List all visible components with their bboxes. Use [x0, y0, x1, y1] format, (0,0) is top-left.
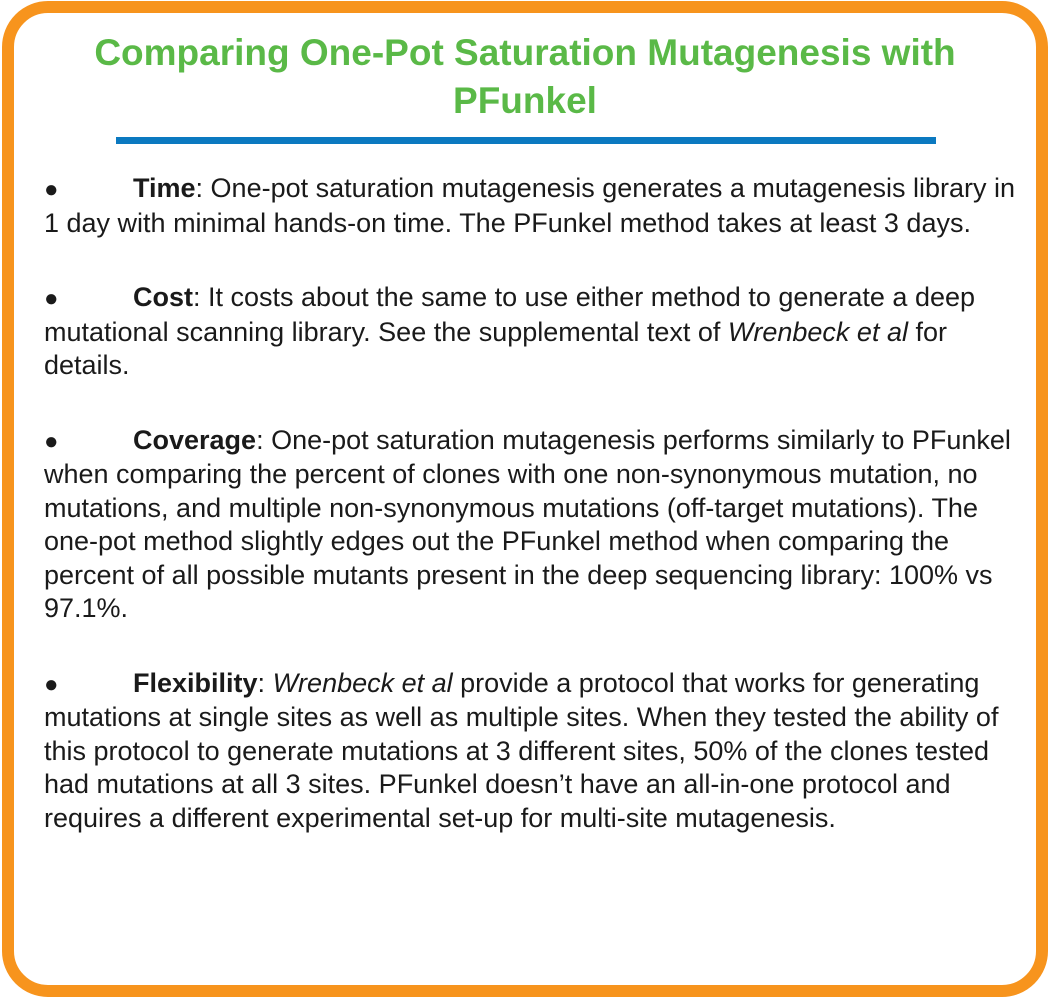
item-text: One-pot saturation mutagenesis generates a mutagenesis library in 1 day with minimal hands-on time. The PFunkel method takes at least 3 days. — [44, 173, 1015, 238]
item-text: One-pot saturation mutagenesis performs similarly to PFunkel when comparing the percent of clones with one non-synonymous mutation, no mutations, and multiple non-synonymous mutations (off-target mutations). The one-pot method slightly edges out the PFunkel method when comparing the percent of all possible mutants present in the deep sequencing library: 100% vs 97.1%. — [44, 424, 1011, 623]
list-item-flexibility — [44, 667, 1019, 836]
item-text: It costs about the same to use either method to generate a deep mutational scanning library. See the supplemental text of — [44, 282, 976, 347]
list-item-coverage — [44, 424, 1019, 626]
title-line-1: Comparing One-Pot Saturation Mutagenesis with — [94, 32, 956, 73]
item-text — [265, 668, 273, 698]
citation-italic: Wrenbeck et al — [727, 316, 908, 347]
item-text-after: provide a protocol that works for generating mutations at single sites as well as multiple sites. When they tested the ability of this protocol to generate mutations at 3 different sites, 50% of the clones tested had mutations at all 3 sites. PFunkel doesn’t have an all-in-one protocol and requires a different experimental set-up for multi-site mutagenesis. — [44, 667, 999, 833]
title-divider — [116, 137, 936, 144]
title-line-2: PFunkel — [453, 80, 597, 121]
citation-italic: Wrenbeck et al — [272, 667, 453, 698]
item-label: Coverage — [133, 424, 257, 455]
item-label: Flexibility — [133, 667, 258, 698]
item-label: Cost — [133, 282, 193, 312]
bullet-icon: ● — [44, 285, 59, 312]
item-colon: : — [257, 667, 266, 698]
comparison-list — [44, 172, 1019, 876]
list-item-time — [44, 172, 1019, 240]
bullet-icon: ● — [44, 176, 59, 203]
item-label: Time — [133, 173, 196, 203]
bullet-icon: ● — [44, 427, 59, 455]
list-item-cost — [44, 281, 1019, 383]
bullet-icon: ● — [44, 670, 59, 698]
item-colon: : — [195, 173, 204, 203]
page-title — [0, 29, 1050, 125]
item-text-after: for details. — [44, 316, 947, 380]
item-colon: : — [193, 282, 201, 312]
item-colon: : — [256, 424, 264, 455]
